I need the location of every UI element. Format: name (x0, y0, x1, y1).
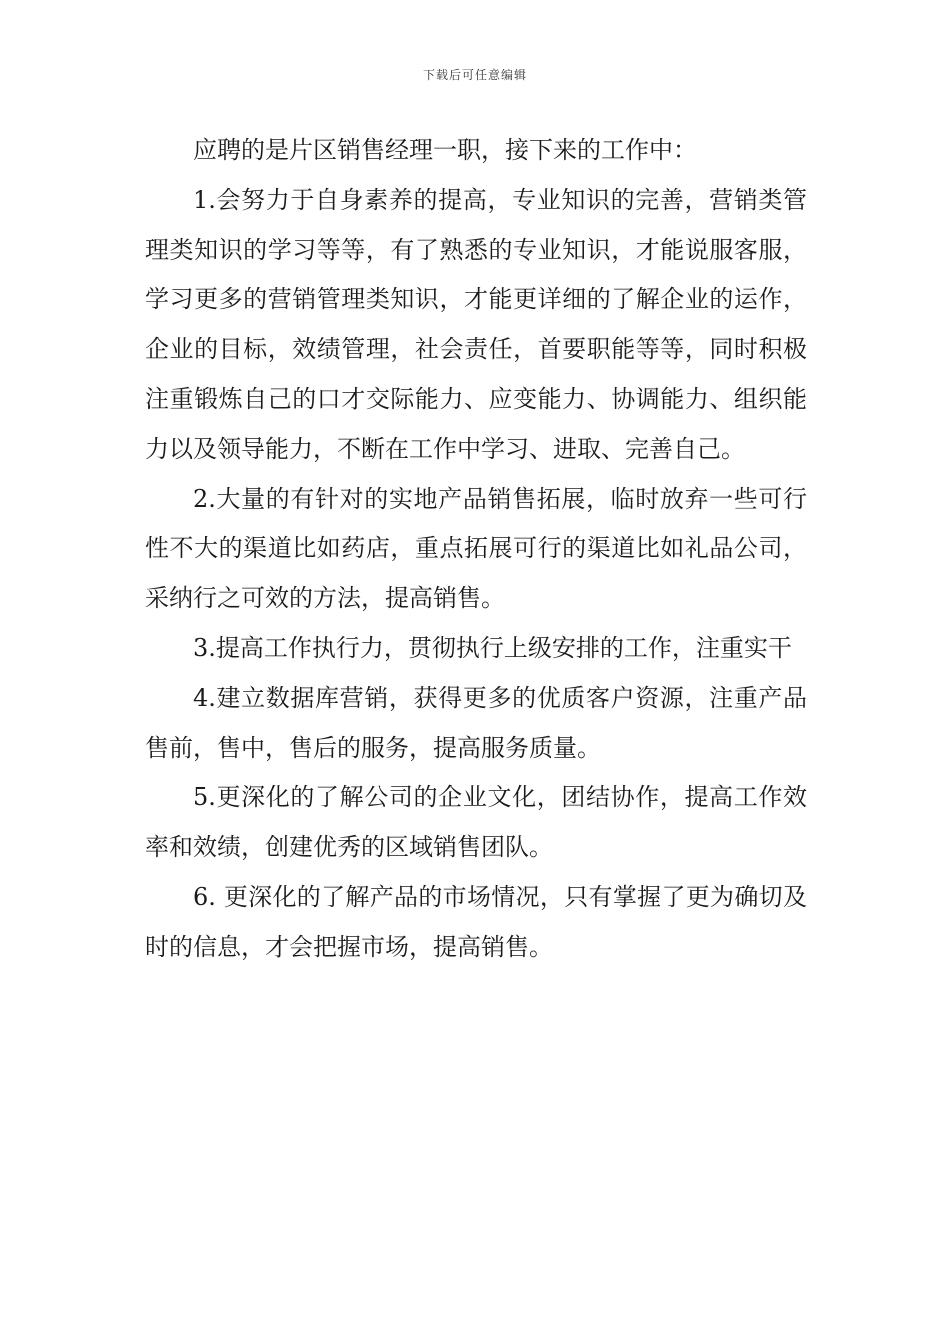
paragraph-item-6: 6. 更深化的了解产品的市场情况，只有掌握了更为确切及时的信息，才会把握市场，提高销售。 (145, 882, 807, 961)
paragraph-item-1: 1.会努力于自身素养的提高，专业知识的完善，营销类管理类知识的学习等等，有了熟悉的专业知识，才能说服客服，学习更多的营销管理类知识，才能更详细的了解企业的运作，企业的目标，效绩管理，社会责任，首要职能等等，同时积极注重锻炼自己的口才交际能力、应变能力、协调能力、组织能力以及领导能力，不断在工作中学习、进取、完善自己。 (145, 185, 807, 463)
paragraph-item-4: 4.建立数据库营销，获得更多的优质客户资源，注重产品售前，售中，售后的服务，提高服务质量。 (145, 683, 807, 762)
header-note: 下载后可任意编辑 (422, 68, 527, 82)
paragraph-item-3: 3.提高工作执行力，贯彻执行上级安排的工作，注重实干 (193, 633, 792, 662)
paragraph-intro: 应聘的是片区销售经理一职，接下来的工作中： (193, 136, 697, 164)
document-body (145, 126, 807, 973)
paragraph-item-2: 2.大量的有针对的实地产品销售拓展，临时放弃一些可行性不大的渠道比如药店，重点拓展可行的渠道比如礼品公司，采纳行之可效的方法，提高销售。 (145, 484, 807, 613)
paragraph-item-5: 5.更深化的了解公司的企业文化，团结协作，提高工作效率和效绩，创建优秀的区域销售团队。 (145, 783, 807, 862)
